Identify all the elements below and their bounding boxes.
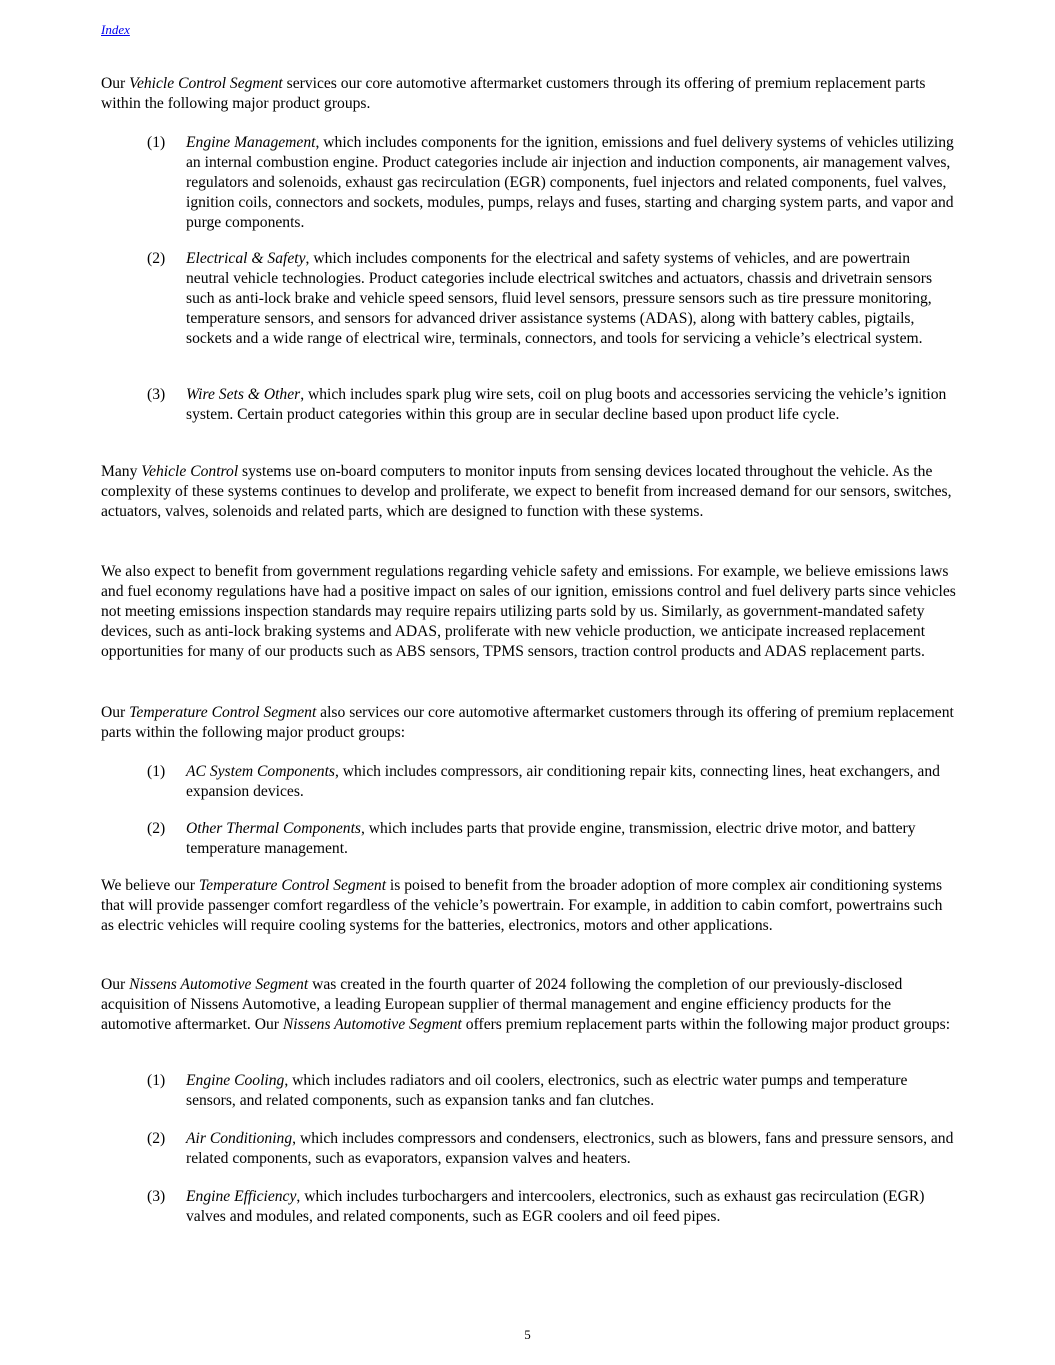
list-number: (2) bbox=[147, 250, 166, 267]
text-run: , which includes turbochargers and intercoolers, electronics, such as exhaust gas recirculation (EGR) valves and modules, and related components, such as EGR coolers and oil feed pipes. bbox=[186, 1188, 925, 1225]
list-item-engine-management bbox=[147, 133, 957, 233]
text-body bbox=[186, 762, 957, 802]
index-link[interactable]: Index bbox=[101, 22, 130, 37]
text-run: Our bbox=[101, 704, 130, 721]
vehicle-control-systems-paragraph bbox=[101, 462, 956, 522]
list-item-other-thermal-components bbox=[147, 819, 957, 859]
italic-term: Vehicle Control Segment bbox=[129, 75, 283, 92]
italic-term: Nissens Automotive Segment bbox=[282, 1016, 462, 1033]
italic-term: Vehicle Control bbox=[141, 463, 239, 480]
text-run: services our core automotive aftermarket customers through its offering of premium replacement parts within the following major product groups. bbox=[101, 75, 926, 112]
list-item-engine-efficiency bbox=[147, 1187, 957, 1227]
list-number: (3) bbox=[147, 1188, 166, 1205]
italic-term: Temperature Control Segment bbox=[129, 704, 317, 721]
text-run: , which includes spark plug wire sets, coil on plug boots and accessories servicing the vehicle’s ignition system. Certain product categories within this group are in secular decline based upon product life cycle. bbox=[186, 386, 947, 423]
page-number: 5 bbox=[524, 1327, 531, 1342]
list-number: (1) bbox=[147, 134, 166, 151]
italic-term: Engine Efficiency bbox=[186, 1188, 297, 1205]
italic-term: Other Thermal Components bbox=[186, 820, 361, 837]
italic-term: Temperature Control Segment bbox=[198, 877, 387, 894]
list-item-air-conditioning bbox=[147, 1129, 957, 1169]
text-body bbox=[101, 975, 956, 1035]
text-body bbox=[101, 74, 956, 114]
list-number: (1) bbox=[147, 1072, 166, 1089]
text-run: Our bbox=[101, 75, 130, 92]
text-body bbox=[101, 562, 956, 662]
text-run: , which includes compressors and condensers, electronics, such as blowers, fans and pressure sensors, and related components, such as evaporators, expansion valves and heaters. bbox=[186, 1130, 954, 1167]
italic-term: Electrical & Safety bbox=[186, 250, 306, 267]
list-number: (2) bbox=[147, 820, 166, 837]
list-number: (3) bbox=[147, 386, 166, 403]
italic-term: AC System Components bbox=[186, 763, 335, 780]
italic-term: Nissens Automotive Segment bbox=[129, 976, 309, 993]
text-run: , which includes compressors, air conditioning repair kits, connecting lines, heat exchangers, and expansion devices. bbox=[186, 763, 940, 800]
list-item-ac-system-components bbox=[147, 762, 957, 802]
text-body bbox=[186, 1129, 957, 1169]
text-run: was created in the fourth quarter of 2024 following the completion of our previously-disclosed acquisition of Nissens Automotive, a leading European supplier of thermal management and engine efficiency products for the automotive aftermarket. Our bbox=[101, 976, 903, 1033]
text-run: is poised to benefit from the broader adoption of more complex air conditioning systems that will provide passenger comfort regardless of the vehicle’s powertrain. For example, in addition to cabin comfort, powertrains such as electric vehicles will require cooling systems for the batteries, electronics, motors and other applications. bbox=[101, 877, 943, 934]
text-body bbox=[186, 819, 957, 859]
text-run: Our bbox=[101, 976, 130, 993]
text-run: , which includes parts that provide engine, transmission, electric drive motor, and battery temperature management. bbox=[186, 820, 916, 857]
text-run: , which includes components for the ignition, emissions and fuel delivery systems of vehicles utilizing an internal combustion engine. Product categories include air injection and induction components, air management valves, regulators and solenoids, exhaust gas recirculation (EGR) components, fuel injectors and related components, fuel valves, ignition coils, connectors and sockets, modules, pumps, relays and fuses, starting and charging system parts, and vapor and purge components. bbox=[186, 134, 954, 231]
text-body bbox=[101, 703, 956, 743]
intro-vehicle-control-paragraph bbox=[101, 74, 956, 114]
list-number: (2) bbox=[147, 1130, 166, 1147]
text-run: offers premium replacement parts within the following major product groups: bbox=[461, 1016, 951, 1033]
intro-temperature-control-paragraph bbox=[101, 703, 956, 743]
text-body bbox=[186, 1187, 957, 1227]
list-item-engine-cooling bbox=[147, 1071, 957, 1111]
text-body bbox=[186, 249, 957, 349]
italic-term: Engine Cooling bbox=[186, 1072, 285, 1089]
italic-term: Air Conditioning bbox=[186, 1130, 293, 1147]
italic-term: Engine Management bbox=[186, 134, 316, 151]
government-regulations-paragraph bbox=[101, 562, 956, 662]
list-item-wire-sets bbox=[147, 385, 957, 425]
list-item-electrical-safety bbox=[147, 249, 957, 349]
list-number: (1) bbox=[147, 763, 166, 780]
text-run: , which includes radiators and oil coolers, electronics, such as electric water pumps and temperature sensors, and related components, such as expansion tanks and fan clutches. bbox=[186, 1072, 908, 1109]
intro-nissens-automotive-paragraph bbox=[101, 975, 956, 1035]
text-body bbox=[101, 462, 956, 522]
text-run: systems use on-board computers to monitor inputs from sensing devices located throughout the vehicle. As the complexity of these systems continues to develop and proliferate, we expect to benefit from increased demand for our sensors, switches, actuators, valves, solenoids and related parts, which are designed to function with these systems. bbox=[101, 463, 952, 520]
text-run: also services our core automotive aftermarket customers through its offering of premium replacement parts within the following major product groups: bbox=[101, 704, 954, 741]
text-body bbox=[186, 385, 957, 425]
text-body bbox=[186, 133, 957, 233]
text-body bbox=[101, 876, 956, 936]
italic-term: Wire Sets & Other bbox=[186, 386, 301, 403]
text-run: Many bbox=[101, 463, 142, 480]
text-body bbox=[186, 1071, 957, 1111]
text-run: We believe our bbox=[101, 877, 199, 894]
text-run: We also expect to benefit from government regulations regarding vehicle safety and emissions. For example, we believe emissions laws and fuel economy regulations have had a positive impact on sales of our ignition, emissions control and fuel delivery parts since vehicles not meeting emissions inspection standards may require repairs utilizing parts sold by us. Similarly, as government-mandated safety devices, such as anti-lock braking systems and ADAS, proliferate with new vehicle production, we anticipate increased replacement opportunities for many of our products such as ABS sensors, TPMS sensors, traction control products and ADAS replacement parts. bbox=[101, 563, 956, 660]
temperature-control-outlook-paragraph bbox=[101, 876, 956, 936]
text-run: , which includes components for the electrical and safety systems of vehicles, and are powertrain neutral vehicle technologies. Product categories include electrical switches and actuators, chassis and drivetrain sensors such as anti-lock brake and vehicle speed sensors, fluid level sensors, pressure sensors such as tire pressure monitoring, temperature sensors, and sensors for advanced driver assistance systems (ADAS), along with battery cables, pigtails, sockets and a wide range of electrical wire, terminals, connectors, and tools for servicing a vehicle’s electrical system. bbox=[186, 250, 933, 347]
